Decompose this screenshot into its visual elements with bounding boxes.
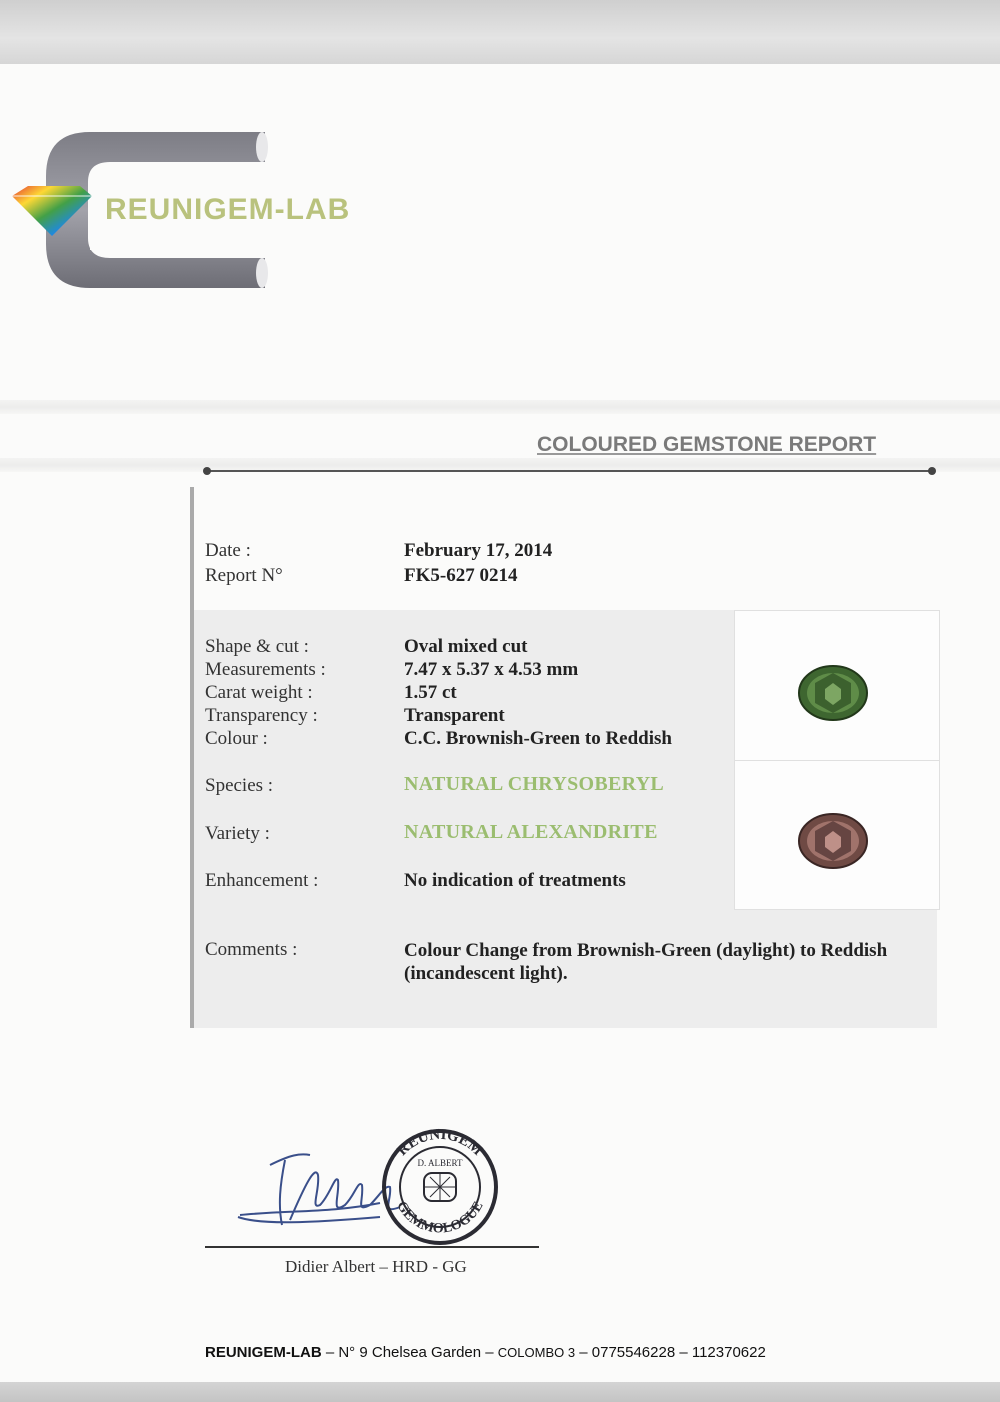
comments-label: Comments :	[205, 939, 298, 960]
gem-incandescent-photo-icon	[735, 761, 939, 909]
transparency-value: Transparent	[404, 705, 505, 726]
date-label: Date :	[205, 540, 251, 561]
footer-city: COLOMBO 3	[497, 1345, 576, 1360]
scan-top-edge	[0, 0, 1000, 64]
colour-label: Colour :	[205, 728, 268, 749]
divider-dot-icon	[928, 467, 936, 475]
handwritten-signature	[238, 1154, 400, 1225]
measurements-label: Measurements :	[205, 659, 326, 680]
carat-value: 1.57 ct	[404, 682, 457, 703]
shape-value: Oval mixed cut	[404, 636, 528, 657]
report-title: COLOURED GEMSTONE REPORT	[537, 433, 877, 456]
gem-daylight-photo-icon	[735, 611, 939, 761]
report-number-value: FK5-627 0214	[404, 565, 518, 586]
brand-name: REUNIGEM-LAB	[105, 193, 351, 226]
footer-street: – N° 9 Chelsea Garden –	[321, 1344, 498, 1361]
signature-and-stamp	[230, 1125, 510, 1250]
stamp-middle-text: D. ALBERT	[417, 1158, 463, 1168]
transparency-label: Transparency :	[205, 705, 318, 726]
species-label: Species :	[205, 775, 274, 796]
footer-brand: REUNIGEM-LAB	[205, 1344, 322, 1361]
logo-pipe-end	[256, 132, 268, 162]
signature-line	[205, 1246, 539, 1248]
variety-value: NATURAL ALEXANDRITE	[404, 821, 658, 843]
species-value: NATURAL CHRYSOBERYL	[404, 773, 665, 795]
comments-value: Colour Change from Brownish-Green (daylight) to Reddish (incandescent light).	[404, 940, 888, 984]
signer-name: Didier Albert – HRD - GG	[285, 1257, 467, 1276]
paper-fold	[0, 400, 1000, 414]
measurements-value: 7.47 x 5.37 x 4.53 mm	[404, 659, 579, 680]
report-number-label: Report N°	[205, 565, 283, 586]
colour-value: C.C. Brownish-Green to Reddish	[404, 728, 672, 749]
carat-label: Carat weight :	[205, 682, 313, 703]
variety-label: Variety :	[205, 823, 270, 844]
stamp-top-text: REUNIGEM	[394, 1126, 486, 1160]
enhancement-label: Enhancement :	[205, 870, 319, 891]
scan-bottom-edge	[0, 1382, 1000, 1402]
shape-label: Shape & cut :	[205, 636, 309, 657]
date-value: February 17, 2014	[404, 540, 553, 561]
enhancement-value: No indication of treatments	[404, 870, 626, 891]
footer-address	[205, 1344, 766, 1361]
title-divider	[205, 470, 933, 472]
footer-phones: – 0775546228 – 112370622	[575, 1344, 766, 1361]
stamp-bottom-text: GEMMOLOGUE	[393, 1199, 487, 1237]
gem-photo-daylight	[734, 610, 940, 762]
logo-pipe-end	[256, 258, 268, 288]
gemmologist-stamp	[384, 1127, 496, 1243]
divider-dot-icon	[203, 467, 211, 475]
gem-photo-incandescent	[734, 760, 940, 910]
